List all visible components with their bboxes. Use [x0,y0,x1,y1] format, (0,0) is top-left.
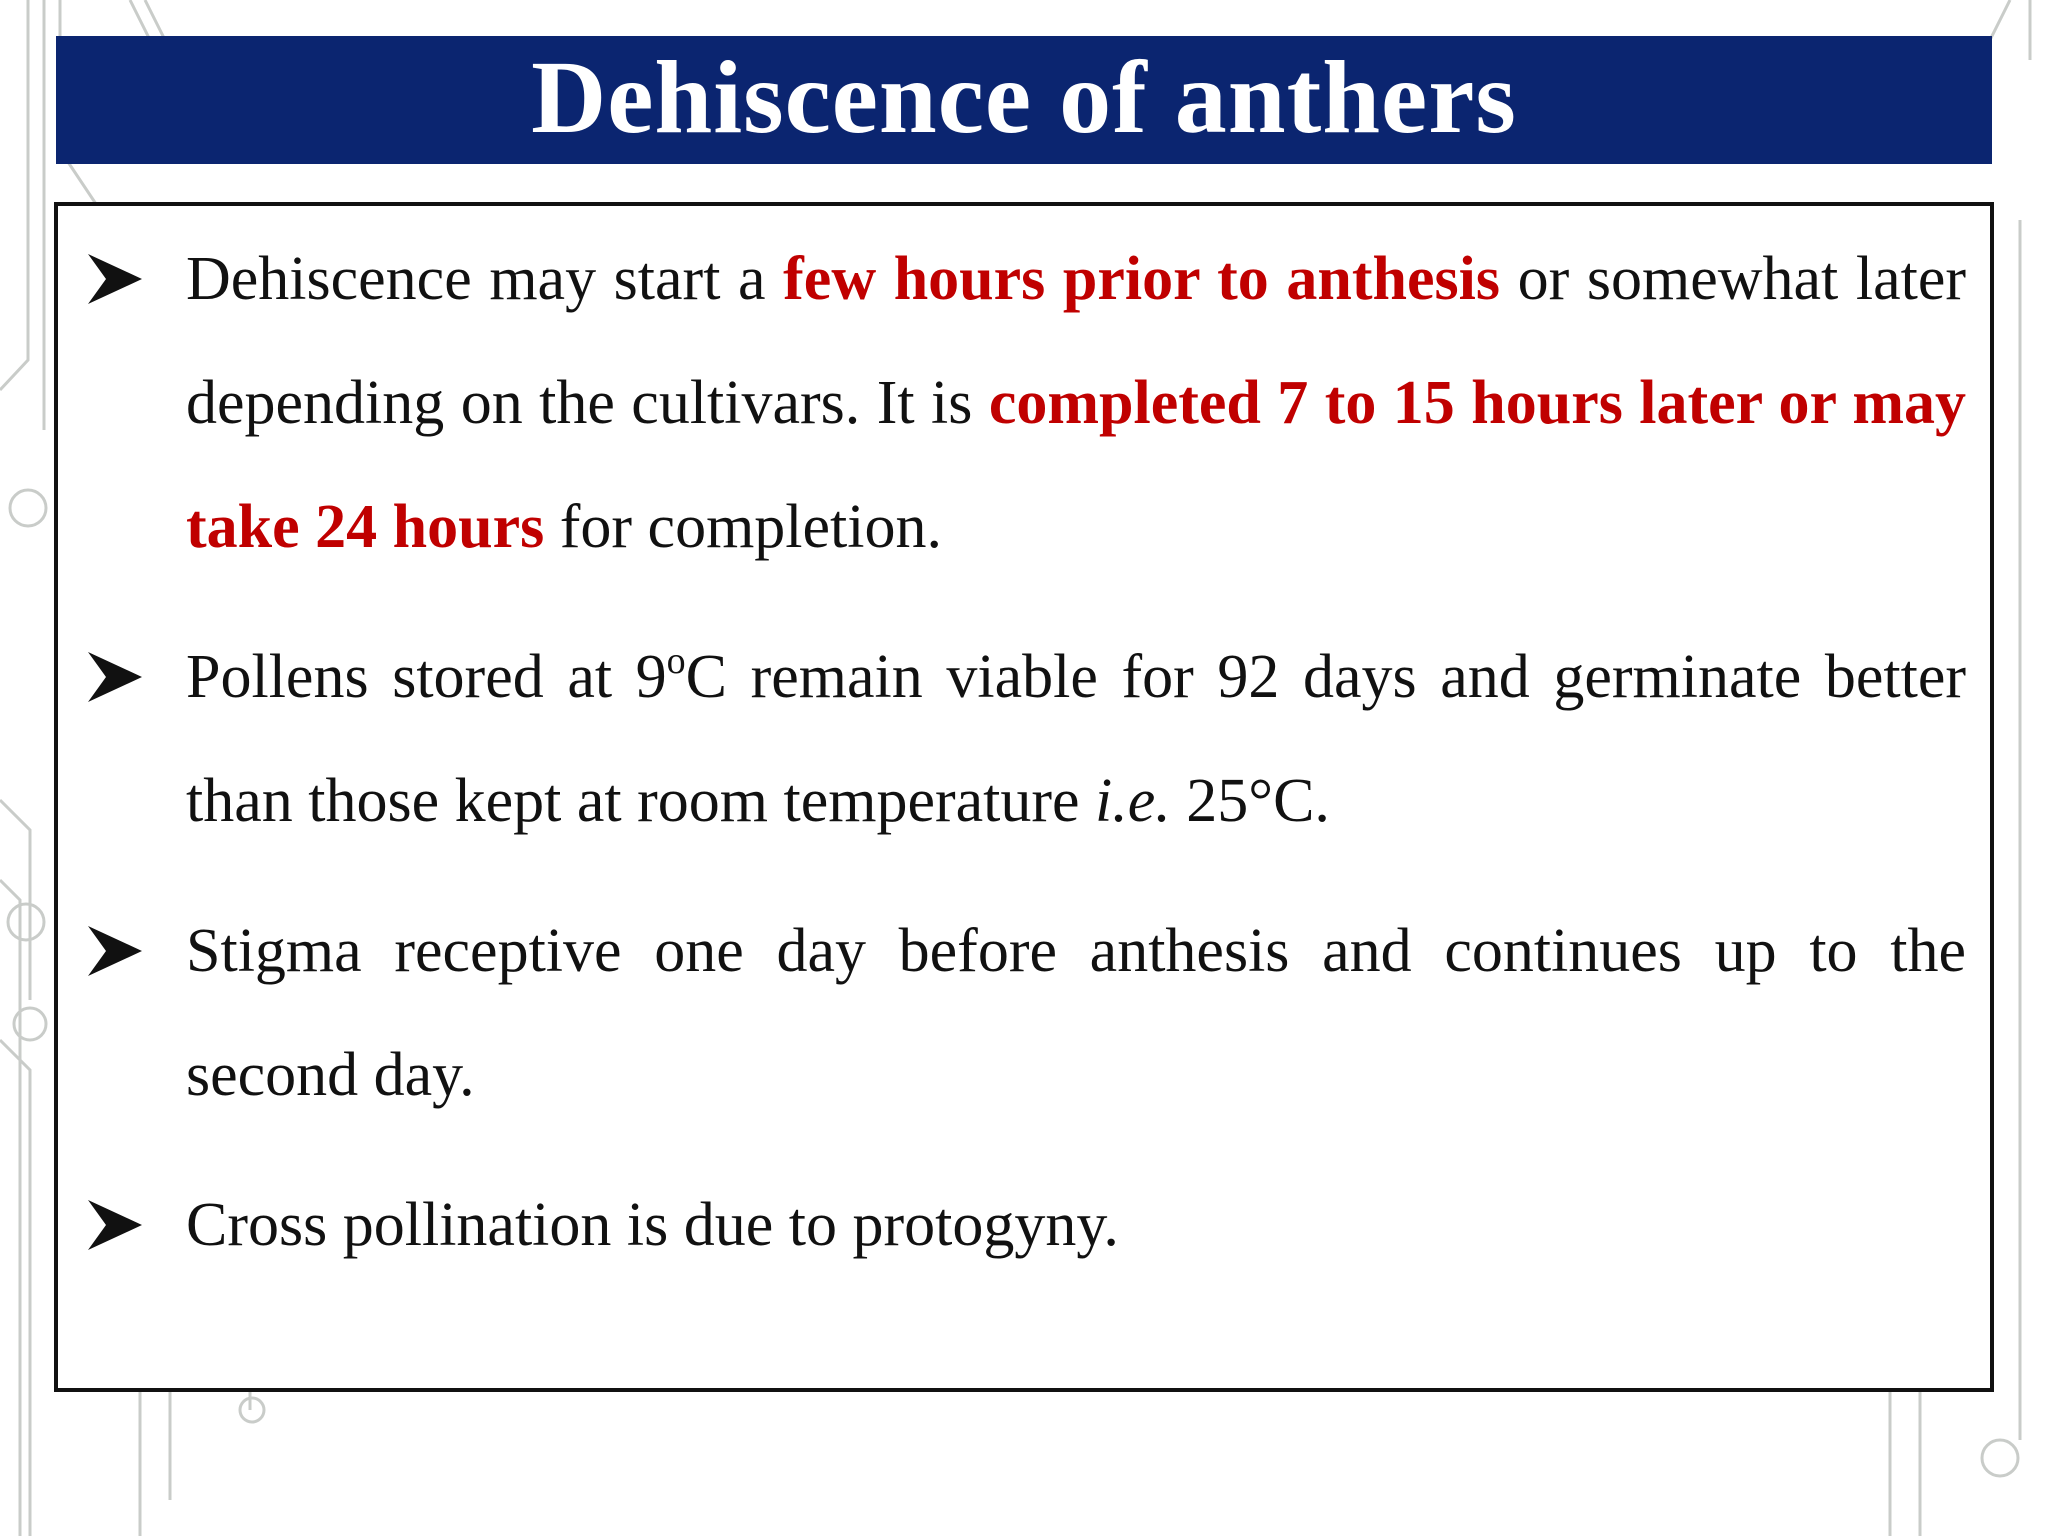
circuit-line [0,1040,30,1536]
circuit-line [0,880,20,1536]
bullet-item [86,245,1967,589]
right-arrowhead-icon [86,648,144,706]
bullet-item [86,1191,1966,1287]
content-frame [54,202,1994,1392]
bullet-text [186,217,1966,589]
bullet-text [186,615,1966,863]
right-arrowhead-icon [86,1196,144,1254]
bullet-text-run: 25°C. [1170,767,1330,835]
bullet-text: Stigma receptive one day before anthesis and continues up to the second day. [186,917,1966,1109]
bullet-text-run: Dehiscence may start a [186,245,784,313]
circuit-node [240,1398,264,1422]
bullet-text: Cross pollination is due to protogyny. [186,1191,1119,1259]
bullet-text-run: or somewhat later depending on the cultivars. It is [186,245,1967,437]
circuit-line [0,0,28,390]
slide-title: Dehiscence of anthers [531,40,1517,155]
bullet-text-run: for completion. [544,493,942,561]
italic-text: i.e. [1095,767,1171,835]
right-arrowhead-icon [86,250,144,308]
bullet-item [86,917,1966,1137]
bullet-text-run: C remain viable for 92 days and germinate better than those kept at room temperature [186,643,1966,835]
highlighted-text: completed 7 to 15 hours later or may take 24 hours [186,369,1966,561]
bullet-text-run: Pollens stored at 9 [186,643,667,711]
circuit-line [0,800,30,1000]
highlighted-text: few hours prior to anthesis [783,245,1501,313]
circuit-node [1982,1440,2018,1476]
circuit-node [10,490,46,526]
circuit-line [1990,0,2010,40]
circuit-node [8,904,44,940]
title-bar [56,36,1992,164]
superscript-text: o [666,640,686,682]
bullet-item [86,640,1966,863]
right-arrowhead-icon [86,922,144,980]
